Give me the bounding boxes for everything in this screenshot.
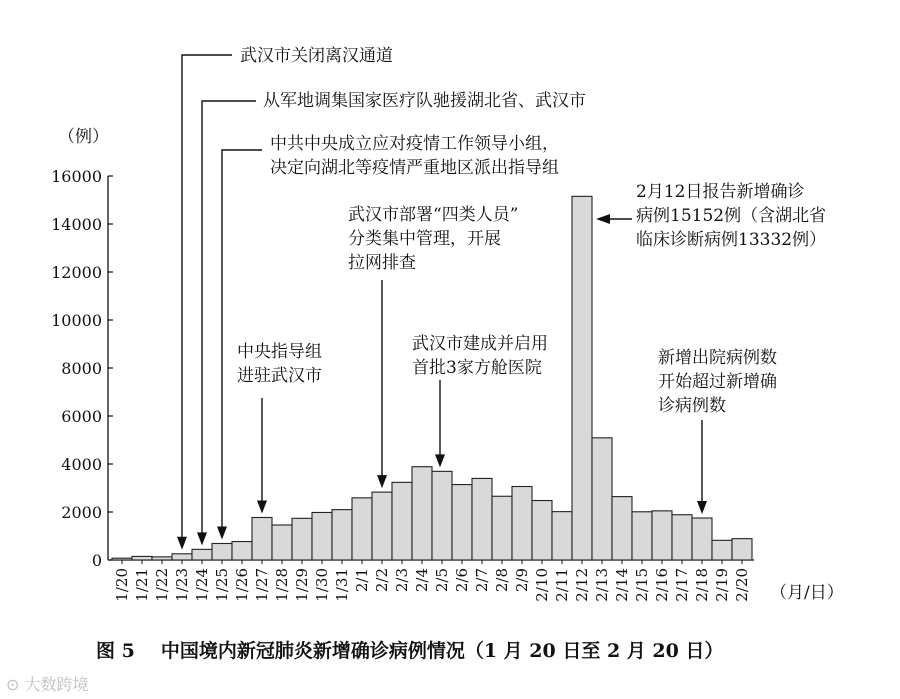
- x-tick-label: 1/29: [293, 568, 311, 602]
- y-tick-label: 10000: [51, 311, 102, 330]
- annotation-leading-group: [270, 132, 559, 180]
- annotation-line: 开始超过新增确: [658, 372, 777, 392]
- figure-title: 中国境内新冠肺炎新增确诊病例情况（1 月 20 日至 2 月 20 日）: [160, 640, 724, 662]
- figure-caption: [96, 636, 723, 663]
- annotation-line: 进驻武汉市: [237, 366, 322, 386]
- bar-1-21: [132, 556, 152, 560]
- x-tick-label: 2/12: [573, 568, 591, 602]
- bar-1-24: [192, 549, 212, 560]
- annotation-lockdown: [240, 44, 393, 68]
- watermark-logo-icon: ⊙: [6, 675, 20, 694]
- bar-2-6: [452, 485, 472, 560]
- bar-2-12: [572, 196, 592, 560]
- arrowhead: [217, 526, 227, 539]
- x-tick-label: 2/4: [413, 568, 431, 593]
- bar-2-4: [412, 467, 432, 560]
- annotation-arrow-1-25: [222, 150, 262, 527]
- x-tick-label: 2/10: [533, 568, 551, 602]
- arrowhead: [377, 475, 387, 488]
- arrowhead: [257, 500, 267, 513]
- annotation-medical-teams: [263, 89, 586, 113]
- arrowhead: [697, 501, 707, 514]
- bar-2-3: [392, 482, 412, 560]
- annotation-line: 临床诊断病例13332例）: [636, 230, 827, 250]
- annotation-line: 新增出院病例数: [658, 348, 777, 368]
- annotation-discharges-exceed: [658, 346, 777, 418]
- annotation-arrow-1-23: [182, 55, 232, 538]
- annotation-central-guidance: [237, 340, 322, 388]
- y-tick-label: 6000: [61, 407, 102, 426]
- x-tick-label: 2/3: [393, 568, 411, 593]
- bar-2-7: [472, 478, 492, 560]
- watermark-text: 大数跨境: [24, 675, 89, 694]
- annotation-line: 武汉市建成并启用: [412, 334, 548, 354]
- x-tick-label: 1/27: [253, 568, 271, 602]
- x-tick-label: 2/11: [553, 568, 571, 602]
- bar-2-11: [552, 512, 572, 560]
- bar-1-30: [312, 512, 332, 560]
- bar-2-2: [372, 492, 392, 560]
- bar-2-9: [512, 487, 532, 560]
- y-axis-unit-label: （例）: [58, 127, 109, 147]
- x-tick-label: 1/30: [313, 568, 331, 602]
- bar-2-8: [492, 496, 512, 560]
- x-tick-label: 2/13: [593, 568, 611, 602]
- bar-2-14: [612, 497, 632, 560]
- bar-1-29: [292, 518, 312, 560]
- x-tick-label: 2/14: [613, 568, 631, 602]
- x-tick-label: 2/5: [433, 568, 451, 593]
- x-tick-label: 2/19: [713, 568, 731, 602]
- annotation-line: 拉网排查: [348, 253, 416, 273]
- y-tick-label: 0: [91, 551, 102, 570]
- annotation-line: 从军地调集国家医疗队驰援湖北省、武汉市: [263, 91, 586, 111]
- bar-2-20: [732, 539, 752, 560]
- x-tick-label: 1/25: [213, 568, 231, 602]
- bar-1-28: [272, 525, 292, 560]
- bar-2-15: [632, 512, 652, 560]
- annotation-line: 诊病例数: [658, 396, 726, 416]
- x-tick-label: 2/6: [453, 568, 471, 593]
- x-tick-label: 1/24: [193, 568, 211, 602]
- arrowhead: [197, 532, 207, 545]
- annotation-line: 首批3家方舱医院: [412, 358, 542, 378]
- bar-2-10: [532, 501, 552, 560]
- x-tick-label: 1/23: [173, 568, 191, 602]
- x-tick-label: 1/21: [133, 568, 151, 602]
- x-tick-label: 2/16: [653, 568, 671, 602]
- bar-1-22: [152, 557, 172, 560]
- x-tick-label: 2/2: [373, 568, 391, 593]
- annotation-line: 武汉市部署“四类人员”: [348, 205, 519, 225]
- bar-1-25: [212, 543, 232, 560]
- x-tick-label: 2/7: [473, 568, 491, 593]
- y-tick-label: 2000: [61, 503, 102, 522]
- x-tick-label: 1/28: [273, 568, 291, 602]
- bar-2-18: [692, 518, 712, 560]
- annotation-line: 病例15152例（含湖北省: [636, 206, 827, 226]
- x-tick-label: 2/18: [693, 568, 711, 602]
- y-tick-label: 14000: [51, 215, 102, 234]
- x-tick-label: 1/20: [113, 568, 131, 602]
- annotation-line: 2月12日报告新增确诊: [636, 182, 805, 202]
- bar-1-23: [172, 554, 192, 560]
- x-tick-label: 2/15: [633, 568, 651, 602]
- y-tick-label: 8000: [61, 359, 102, 378]
- arrowhead: [435, 454, 445, 467]
- x-tick-label: 1/22: [153, 568, 171, 602]
- y-tick-label: 16000: [51, 167, 102, 186]
- bar-2-1: [352, 498, 372, 560]
- annotation-line: 分类集中管理，开展: [348, 229, 501, 249]
- figure-number: 图 5: [96, 640, 135, 662]
- annotation-feb12-peak: [636, 180, 826, 252]
- x-tick-label: 2/20: [733, 568, 751, 602]
- annotation-arrow-1-24: [202, 101, 256, 533]
- bar-1-27: [252, 517, 272, 560]
- annotation-line: 决定向湖北等疫情严重地区派出指导组: [270, 158, 559, 178]
- bar-2-13: [592, 438, 612, 560]
- x-tick-label: 1/31: [333, 568, 351, 602]
- x-tick-label: 2/9: [513, 568, 531, 593]
- arrowhead: [177, 537, 187, 550]
- bar-2-16: [652, 511, 672, 560]
- x-tick-label: 1/26: [233, 568, 251, 602]
- bar-2-17: [672, 515, 692, 560]
- annotation-line: 武汉市关闭离汉通道: [240, 46, 393, 66]
- bar-1-20: [112, 558, 132, 560]
- annotation-line: 中央指导组: [237, 342, 322, 362]
- x-tick-label: 2/17: [673, 568, 691, 602]
- x-tick-label: 2/1: [353, 568, 371, 593]
- y-tick-label: 12000: [51, 263, 102, 282]
- watermark: [6, 672, 89, 695]
- annotation-four-categories: [348, 203, 518, 275]
- arrowhead: [596, 214, 610, 224]
- x-tick-label: 2/8: [493, 568, 511, 593]
- x-axis-unit-label: （月/日）: [770, 583, 844, 603]
- bar-2-19: [712, 540, 732, 560]
- bar-1-26: [232, 542, 252, 560]
- bar-1-31: [332, 510, 352, 560]
- bar-2-5: [432, 471, 452, 560]
- annotation-line: 中共中央成立应对疫情工作领导小组，: [270, 134, 559, 154]
- annotation-fangcang-hospitals: [412, 332, 548, 380]
- y-tick-label: 4000: [61, 455, 102, 474]
